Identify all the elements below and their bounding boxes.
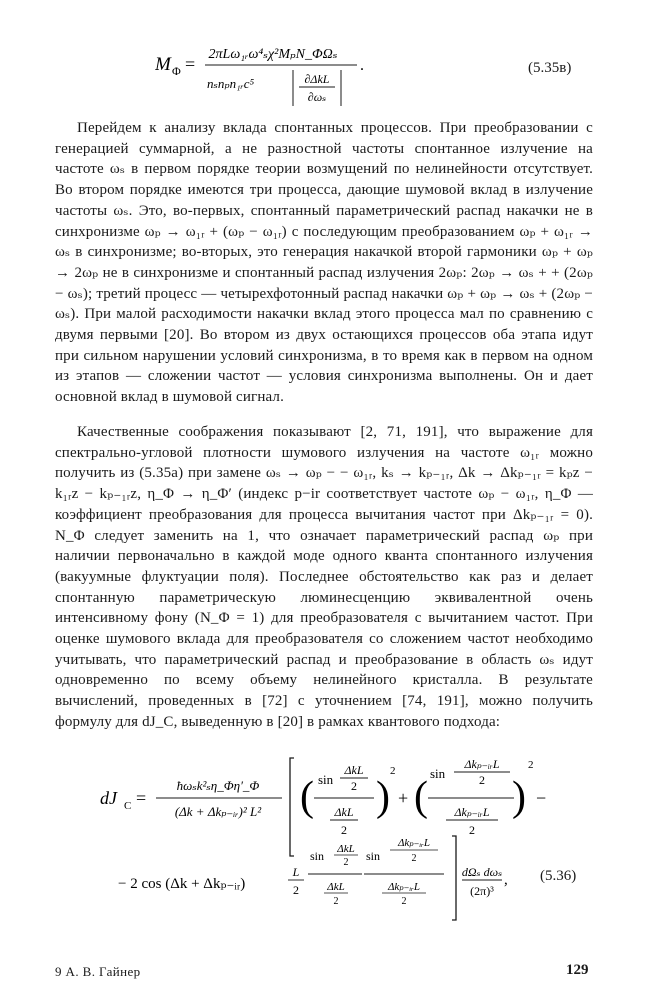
sin-label: sin — [318, 772, 334, 787]
formula-numerator: 2πLω₁ᵣω⁴ₛχ²MₚN_ΦΩₛ — [208, 47, 338, 62]
svg-text:Δkₚ₋ᵢᵣL: Δkₚ₋ᵢᵣL — [397, 837, 431, 849]
svg-text:2: 2 — [411, 853, 417, 864]
equation-5-36 — [0, 752, 648, 922]
equation-number: (5.35в) — [528, 60, 572, 76]
plus-sign: + — [398, 788, 409, 808]
cos-term: − 2 cos (Δk + Δkₚ₋ᵢᵣ) — [118, 876, 246, 892]
derivative-denominator: ∂ωₛ — [307, 90, 327, 104]
paragraph-qualitative-considerations — [55, 422, 593, 733]
svg-text:2: 2 — [469, 823, 475, 837]
svg-text:Δkₚ₋ᵢᵣL: Δkₚ₋ᵢᵣL — [454, 805, 490, 819]
exponent-2: 2 — [390, 765, 396, 777]
svg-text:2: 2 — [333, 896, 339, 907]
equation-5-35v — [0, 36, 648, 108]
derivative-numerator: ∂ΔkL — [304, 72, 330, 86]
svg-text:ΔkL: ΔkL — [327, 881, 345, 893]
equation-number: (5.36) — [540, 868, 577, 884]
svg-text:2: 2 — [293, 883, 299, 897]
svg-text:−: − — [536, 788, 547, 808]
formula-lhs: dJ — [100, 788, 117, 808]
formula-dj-c — [100, 752, 550, 922]
signature-mark: 9 А. В. Гайнер — [55, 964, 141, 979]
svg-text:ΔkL: ΔkL — [337, 843, 355, 855]
svg-text:,: , — [504, 872, 508, 888]
formula-lhs-sub: C — [124, 800, 132, 812]
prefactor-denominator: (Δk + Δkₚ₋ᵢᵣ)² L² — [174, 804, 262, 819]
svg-text:2: 2 — [479, 773, 485, 787]
bracket-right — [452, 836, 456, 920]
svg-text:2: 2 — [343, 857, 349, 868]
paragraph-1-text: Перейдем к анализу вклада спонтанных процессов. При преобразовании с генерацией суммарной, а не разностной частоты спонтанное излучение на частоте ωₛ в первом порядке теории возмущений по нелинейности отсутствует. Во втором порядке имеются три процесса, дающие шумовой вклад в излучение частоты ωₛ. Это, во-первых, спонтанный параметрический распад накачки не в синхронизме ωₚ → ω₁ᵣ + (ωₚ − ω₁ᵣ) с последующим преобразованием ωₚ + ω₁ᵣ → ωₛ в синхронизме; во-вторых, это генерация накачкой второй гармоники ωₚ + ωₚ → 2ωₚ не в синхронизме и спонтанный распад излучения 2ωₚ: 2ωₚ → ωₛ + + (2ωₚ − ωₛ); третий процесс — четырехфотонный распад накачки ωₚ + ωₚ → ωₛ + (2ωₚ − ωₛ). При малой расходимости накачки вклад этого процесса мал по сравнению с двумя первыми [20]. Во втором из двух остающихся процессов оба этапа идут при сильном нарушении условий синхронизма, в то время как в первом на одном из этапов — сложении частот — условия синхронизма выполнены. Он и дает основной вклад в шумовой сигнал. — [55, 120, 593, 406]
svg-text:2: 2 — [341, 823, 347, 837]
paragraph-spontaneous-processes — [55, 118, 593, 408]
page-number: 129 — [566, 962, 589, 978]
equals-sign: = — [136, 788, 147, 808]
sin-arg-1: ΔkL — [344, 763, 364, 777]
svg-text:Δkₚ₋ᵢᵣL: Δkₚ₋ᵢᵣL — [387, 881, 421, 893]
sin-arg-2: Δkₚ₋ᵢᵣL — [464, 757, 500, 771]
formula-denominator: nₛnₚn₁ᵣc⁵ — [207, 76, 255, 91]
svg-text:ΔkL: ΔkL — [334, 805, 354, 819]
svg-text:2: 2 — [528, 759, 534, 771]
formula-m-phi — [155, 36, 525, 108]
svg-text:sin: sin — [310, 849, 325, 863]
bracket-left — [290, 758, 294, 856]
paren-close: ) — [376, 774, 390, 820]
svg-text:sin: sin — [366, 849, 381, 863]
svg-text:2: 2 — [351, 779, 357, 793]
formula-lhs-sub: Φ — [172, 64, 181, 78]
period: . — [360, 57, 364, 74]
prefactor-numerator: ħωₛk²ₛη_Φη′_Φ — [176, 778, 260, 793]
sin-label-2: sin — [430, 766, 446, 781]
trailing-numerator: dΩₛ dωₛ — [461, 865, 503, 879]
paren-open-2: ( — [414, 774, 428, 820]
equals-sign: = — [185, 54, 196, 74]
paren-close-2: ) — [512, 774, 526, 820]
paragraph-2-text: Качественные соображения показывают [2, 71, 191], что выражение для спектрально-угловой плотности шумового излучения на частоте ω₁ᵣ можно получить из (5.35а) при замене ωₛ → ωₚ − − ω₁ᵣ, kₛ → kₚ₋₁ᵣ, Δk → Δkₚ₋₁ᵣ = kₚz − k₁ᵣz − kₚ₋₁ᵣz, η_Φ → η_Φ′ (индекс p−ir соответствует частоте ωₚ − ω₁ᵣ, η_Φ — коэффициент преобразования для процесса вычитания частот при Δkₚ₋₁ᵣ = 0). N_Φ следует заменить на 1, что означает параметрический распад ωₚ при наличии первоначально в каждой моде одного кванта спонтанного излучения (вакуумные флуктуации поля). Последнее обстоятельство как раз и делает спонтанную параметрическую люминесценцию эквивалентной очень интенсивному фону (N_Φ = 1) для преобразователя с вычитанием частот. При оценке шумового вклада для преобразователя со сложением частот необходимо учитывать, что параметрический распад и преобразование в область ωₛ идут одновременно по всему объему нелинейного кристалла. В результате вычислений, проведенных в [72] с уточнением [74, 191], можно получить формулу для dJ_C, выведенную в [20] в рамках квантового подхода: — [55, 424, 593, 730]
svg-text:L: L — [292, 865, 300, 879]
trailing-denominator: (2π)³ — [470, 884, 494, 898]
formula-lhs: M — [155, 54, 171, 75]
paren-open: ( — [300, 774, 314, 820]
svg-text:2: 2 — [401, 896, 407, 907]
